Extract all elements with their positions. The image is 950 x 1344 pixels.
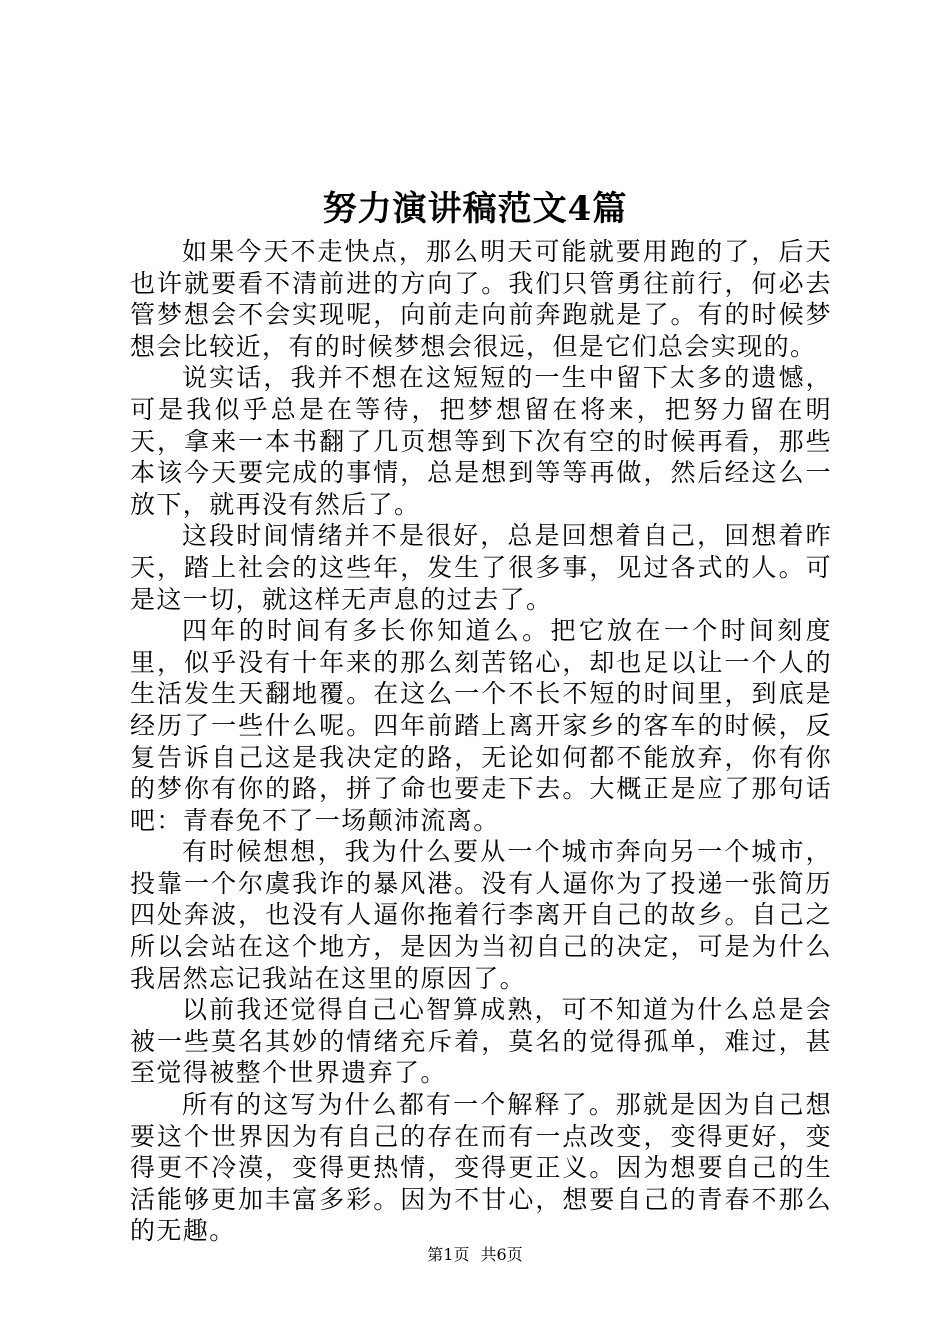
paragraph: 四年的时间有多长你知道么。把它放在一个时间刻度里，似乎没有十年来的那么刻苦铭心，却也足以让一个人的生活发生天翻地覆。在这么一个不长不短的时间里，到底是经历了一些什么呢。四年前踏上离开家乡的客车的时候，反复告诉自己这是我决定的路，无论如何都不能放弃，你有你的梦你有你的路，拼了命也要走下去。大概正是应了那句话吧：青春免不了一场颠沛流离。 — [130, 616, 832, 835]
paragraph: 说实话，我并不想在这短短的一生中留下太多的遗憾，可是我似乎总是在等待，把梦想留在将来，把努力留在明天，拿来一本书翻了几页想等到下次有空的时候再看，那些本该今天要完成的事情，总是想到等等再做，然后经这么一放下，就再没有然后了。 — [130, 363, 832, 519]
page-footer — [0, 1243, 950, 1267]
paragraph: 如果今天不走快点，那么明天可能就要用跑的了，后天也许就要看不清前进的方向了。我们只管勇往前行，何必去管梦想会不会实现呢，向前走向前奔跑就是了。有的时候梦想会比较近，有的时候梦想会很远，但是它们总会实现的。 — [130, 237, 832, 361]
document-title: 努力演讲稿范文4篇 — [322, 189, 628, 229]
page-number: 第1页 — [427, 1245, 470, 1264]
paragraph: 有时候想想，我为什么要从一个城市奔向另一个城市，投靠一个尔虞我诈的暴风港。没有人逼你为了投递一张简历四处奔波，也没有人逼你拖着行李离开自己的故乡。自己之所以会站在这个地方，是因为当初自己的决定，可是为什么我居然忘记我站在这里的原因了。 — [130, 837, 832, 993]
paragraph: 这段时间情绪并不是很好，总是回想着自己，回想着昨天，踏上社会的这些年，发生了很多事，见过各式的人。可是这一切，就这样无声息的过去了。 — [130, 521, 832, 614]
paragraph: 所有的这写为什么都有一个解释了。那就是因为自己想要这个世界因为有自己的存在而有一点改变，变得更好，变得更不冷漠，变得更热情，变得更正义。因为想要自己的生活能够更加丰富多彩。因为不甘心，想要自己的青春不那么的无趣。 — [130, 1090, 832, 1246]
page-total: 共6页 — [480, 1245, 523, 1264]
document-body — [130, 236, 832, 1247]
paragraph: 以前我还觉得自己心智算成熟，可不知道为什么总是会被一些莫名其妙的情绪充斥着，莫名的觉得孤单，难过，甚至觉得被整个世界遗弃了。 — [130, 995, 832, 1088]
